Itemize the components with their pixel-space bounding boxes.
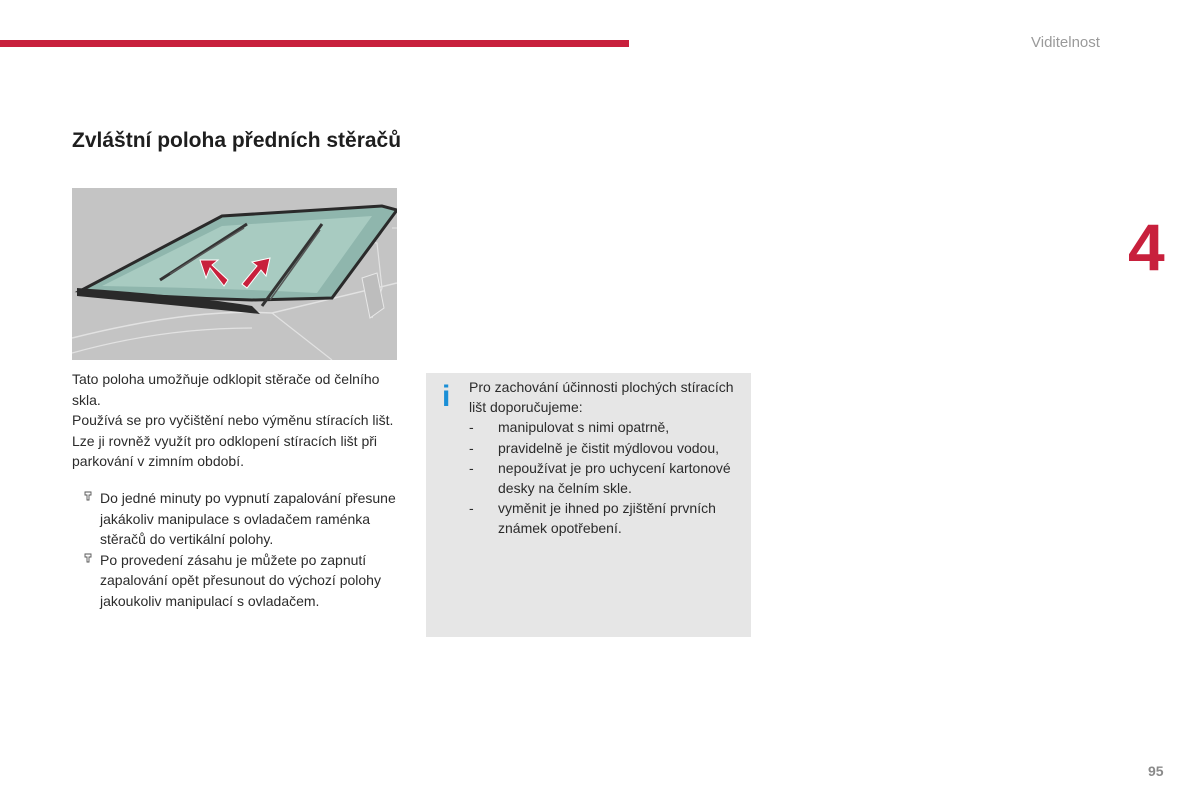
windshield-wipers-illustration [72, 188, 397, 360]
page-number: 95 [1148, 763, 1164, 779]
step-text: Do jedné minuty po vypnutí zapalování přesune jakákoliv manipulace s ovladačem raménka stěračů do vertikální polohy. [100, 490, 396, 547]
step-item [72, 550, 402, 612]
section-title: Viditelnost [1031, 34, 1100, 51]
info-list-item [469, 458, 744, 498]
info-item-text: manipulovat s nimi opatrně, [498, 419, 670, 436]
info-icon: i [442, 380, 451, 413]
info-list-item [469, 498, 744, 538]
info-list-item [469, 417, 744, 437]
intro-paragraph: Tato poloha umožňuje odklopit stěrače od čelního skla. [72, 371, 380, 408]
dash-marker: - [469, 439, 474, 456]
info-item-text: vyměnit je ihned po zjištění prvních známek opotřebení. [498, 500, 716, 537]
chapter-number: 4 [1128, 210, 1165, 284]
hand-pointer-icon [84, 491, 93, 501]
intro-paragraph: Používá se pro vyčištění nebo výměnu stíracích lišt. Lze ji rovněž využít pro odklopení stíracích lišt při parkování v zimním období. [72, 412, 394, 469]
info-intro: Pro zachování účinnosti plochých stíracích lišt doporučujeme: [469, 379, 734, 416]
dash-marker: - [469, 500, 474, 517]
info-item-text: nepoužívat je pro uchycení kartonové desky na čelním skle. [498, 459, 731, 497]
intro-text [72, 369, 402, 472]
info-list-item [469, 438, 744, 458]
windshield-wipers-raised-illustration [72, 188, 397, 360]
dash-marker: - [469, 419, 474, 436]
page-heading: Zvláštní poloha předních stěračů [72, 129, 402, 152]
dash-marker: - [469, 459, 474, 476]
steps-list [72, 488, 402, 611]
step-item [72, 488, 402, 550]
step-text: Po provedení zásahu je můžete po zapnutí zapalování opět přesunout do výchozí polohy jakoukoliv manipulací s ovladačem. [100, 551, 381, 609]
header-accent-bar [0, 40, 629, 47]
info-box [426, 373, 751, 637]
info-content [469, 377, 744, 539]
hand-pointer-icon [84, 553, 93, 563]
info-item-text: pravidelně je čistit mýdlovou vodou, [498, 439, 720, 456]
